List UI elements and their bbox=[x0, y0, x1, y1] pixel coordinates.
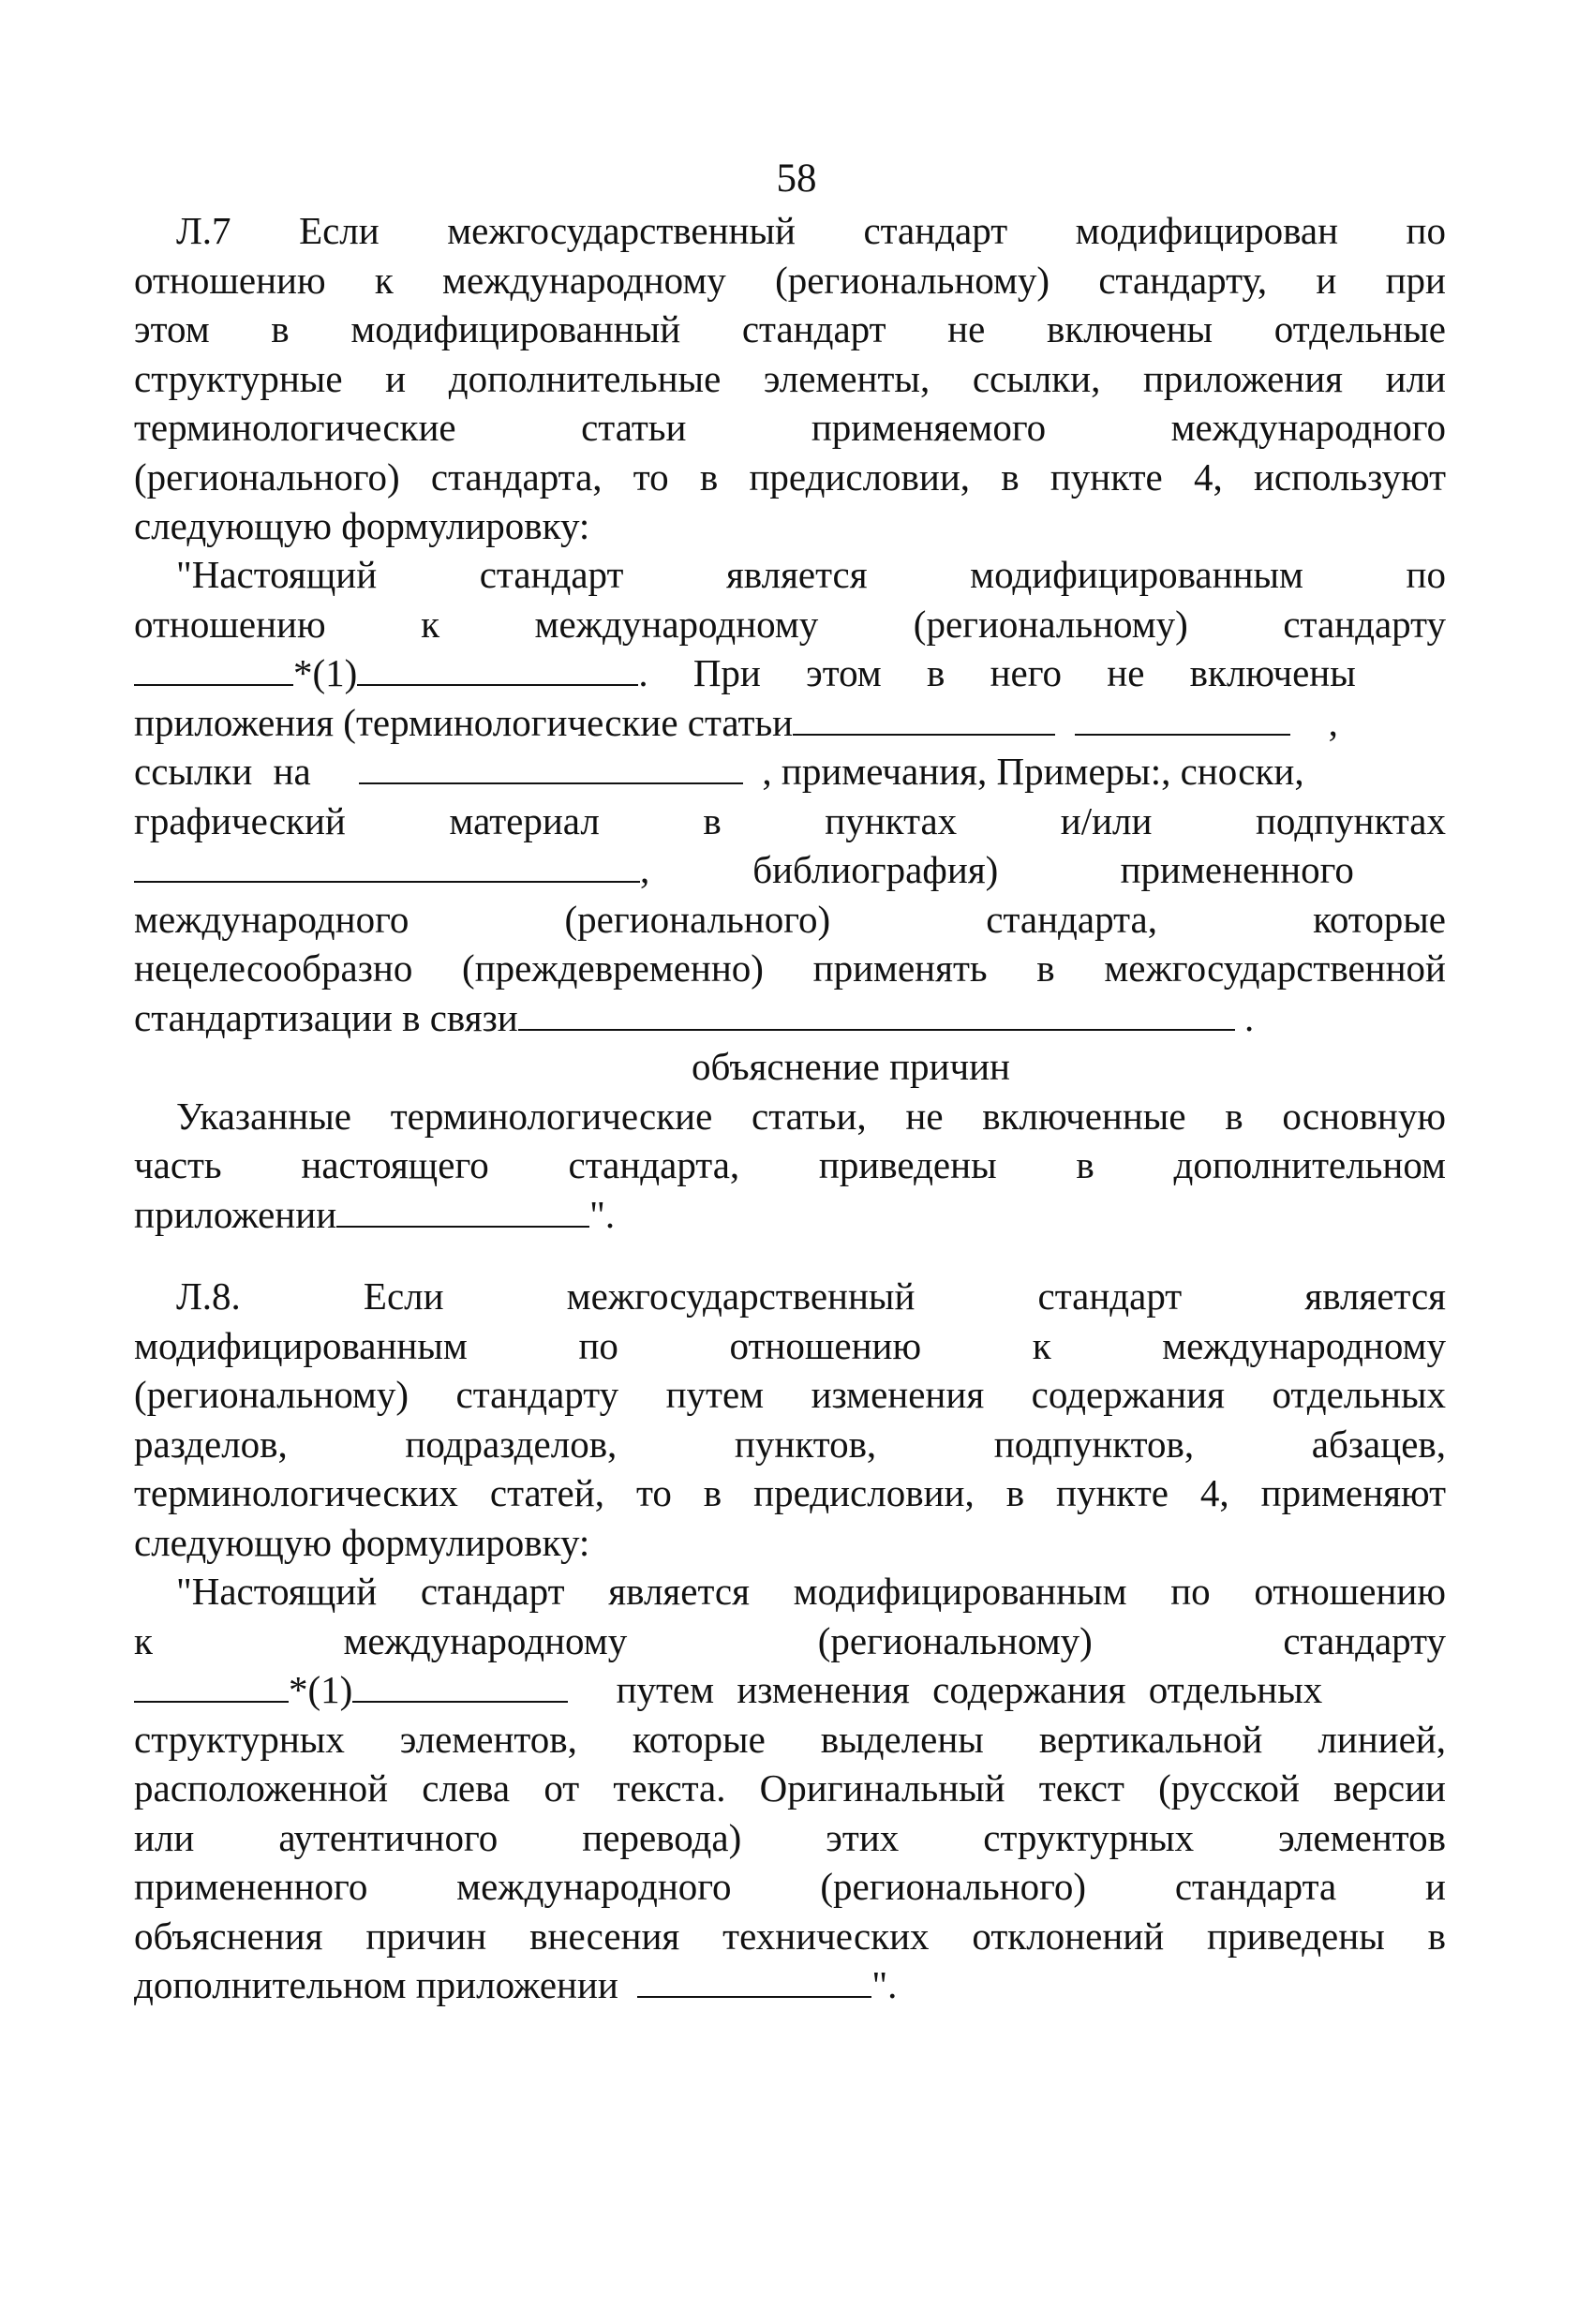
blank-field bbox=[793, 700, 1055, 736]
text-line: терминологических статей, то в предисловии, в пункте 4, применяют bbox=[134, 1471, 1446, 1514]
footnote-ref: *(1) bbox=[293, 651, 358, 694]
text-line bbox=[134, 993, 1446, 1043]
text-line: (регионального) стандарта, то в предисловии, в пункте 4, используют bbox=[134, 454, 1446, 499]
blank-field bbox=[357, 650, 638, 686]
text-line: следующую формулировку: bbox=[134, 1520, 590, 1564]
text-fragment: , примечания, Примеры:, сноски, bbox=[762, 750, 1304, 793]
text-line: часть настоящего стандарта, приведены в дополнительном bbox=[134, 1143, 1446, 1186]
text-line: структурных элементов, которые выделены вертикальной линией, bbox=[134, 1717, 1446, 1761]
text-line: разделов, подразделов, пунктов, подпунктов, абзацев, bbox=[134, 1422, 1446, 1466]
text-line: международного (регионального) стандарта, которые bbox=[134, 897, 1446, 941]
text-fragment: ссылки на bbox=[134, 750, 311, 793]
page-number: 58 bbox=[776, 156, 817, 201]
text-line: к международному (региональному) стандарту bbox=[134, 1618, 1446, 1662]
text-line: структурные и дополнительные элементы, ссылки, приложения или bbox=[134, 356, 1446, 400]
text-line bbox=[134, 1665, 1446, 1715]
blank-field bbox=[518, 995, 1235, 1031]
text-line bbox=[134, 648, 1446, 698]
text-line: или аутентичного перевода) этих структурных элементов bbox=[134, 1815, 1446, 1859]
blank-field bbox=[336, 1192, 589, 1228]
text-fragment: , bbox=[640, 848, 650, 891]
text-line: "Настоящий стандарт является модифицированным по bbox=[176, 553, 1446, 596]
text-line: терминологические статьи применяемого международного bbox=[134, 406, 1446, 449]
field-caption: объяснение причин bbox=[692, 1045, 1010, 1088]
text-fragment: стандартизации в связи bbox=[134, 995, 518, 1039]
text-line: этом в модифицированный стандарт не включены отдельные bbox=[134, 307, 1446, 350]
text-fragment: , bbox=[1328, 700, 1338, 744]
blank-field bbox=[637, 1962, 871, 1998]
text-line bbox=[134, 1190, 1446, 1240]
blank-field bbox=[352, 1667, 568, 1703]
text-line: нецелесообразно (преждевременно) применять в межгосударственной bbox=[134, 946, 1446, 990]
paragraph-l7 bbox=[134, 206, 1446, 551]
text-fragment: путем изменения содержания отдельных bbox=[616, 1668, 1323, 1711]
text-fragment: ". bbox=[871, 1963, 898, 2006]
blank-field bbox=[359, 749, 743, 784]
text-line: отношению к международному (региональному) стандарту bbox=[134, 602, 1446, 646]
quote-l8 bbox=[134, 1567, 1446, 2010]
text-line: расположенной слева от текста. Оригинальный текст (русской версии bbox=[134, 1766, 1446, 1810]
blank-field bbox=[134, 650, 293, 686]
text-line: модифицированным по отношению к международному bbox=[134, 1323, 1446, 1367]
text-line bbox=[134, 845, 1446, 895]
text-line: следующую формулировку: bbox=[134, 504, 590, 547]
text-line: (региональному) стандарту путем изменения содержания отдельных bbox=[134, 1373, 1446, 1416]
text-line: примененного международного (регионального) стандарта и bbox=[134, 1865, 1446, 1908]
text-fragment: . При этом в него не включены bbox=[638, 651, 1356, 694]
text-line bbox=[134, 698, 1446, 748]
text-fragment: дополнительном приложении bbox=[134, 1963, 618, 2006]
text-fragment: . bbox=[1243, 995, 1255, 1039]
text-line: графический материал в пунктах и/или подпунктах bbox=[134, 798, 1446, 842]
text-fragment: приложения (терминологические статьи bbox=[134, 700, 794, 744]
blank-field bbox=[134, 847, 640, 883]
text-fragment: библиография) примененного bbox=[752, 848, 1354, 891]
text-line bbox=[134, 747, 1446, 797]
text-line: отношению к международному (региональному) стандарту, и при bbox=[134, 258, 1446, 302]
text-line bbox=[134, 1960, 1446, 2010]
text-line: "Настоящий стандарт является модифицированным по отношению bbox=[176, 1570, 1446, 1613]
text-fragment: ". bbox=[589, 1192, 616, 1236]
paragraph-l8 bbox=[134, 1272, 1446, 1567]
text-line: Л.7 Если межгосударственный стандарт модифицирован по bbox=[176, 209, 1446, 252]
text-line: Л.8. Если межгосударственный стандарт является bbox=[176, 1274, 1446, 1318]
footnote-ref: *(1) bbox=[289, 1668, 353, 1711]
blank-field bbox=[134, 1667, 289, 1703]
text-line: объяснения причин внесения технических отклонений приведены в bbox=[134, 1914, 1446, 1958]
quote-l7 bbox=[134, 550, 1446, 1239]
text-fragment: приложении bbox=[134, 1192, 337, 1236]
text-line: Указанные терминологические статьи, не включенные в основную bbox=[176, 1094, 1446, 1138]
blank-field bbox=[1075, 700, 1290, 736]
